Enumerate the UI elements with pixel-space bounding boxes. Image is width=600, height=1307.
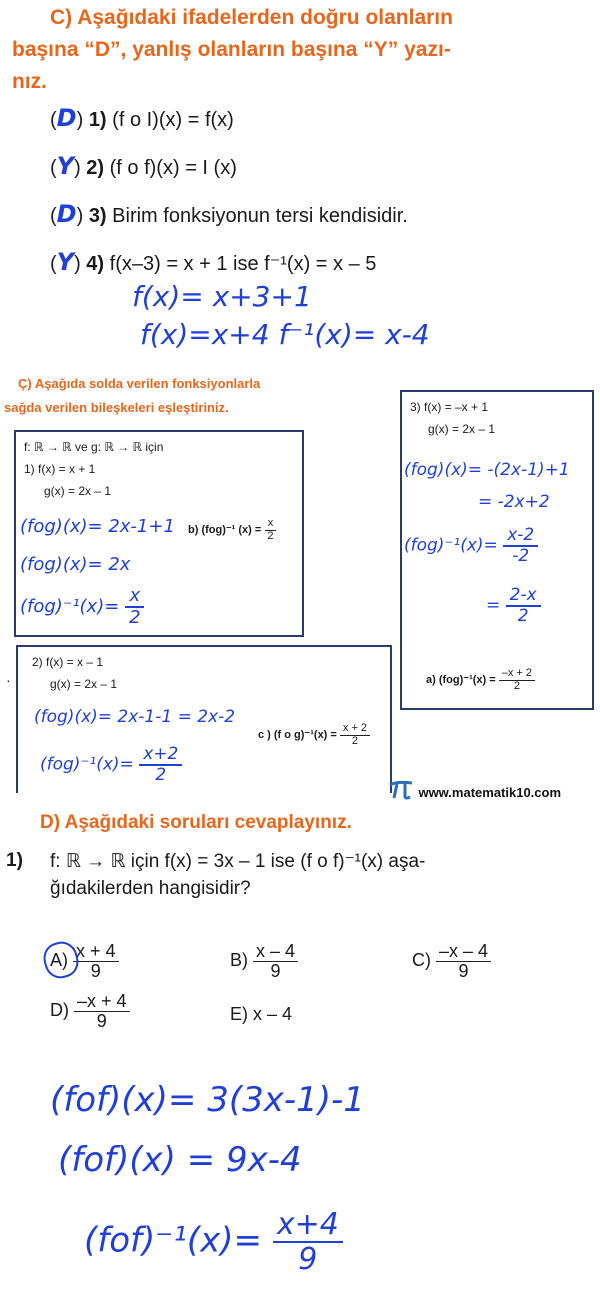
- box3-work3-num: x-2: [503, 526, 538, 547]
- option-a-label: [50, 950, 68, 970]
- match-b: [188, 518, 277, 542]
- match-b-den: 2: [267, 529, 274, 542]
- statement-4-number: 4): [86, 253, 105, 275]
- match-a-den: 2: [513, 679, 520, 692]
- box3-work3-den: -2: [512, 545, 530, 566]
- option-a-label-text: A): [50, 950, 68, 971]
- match-a: [426, 668, 535, 692]
- statement-3: (D) 3) Birim fonksiyonun tersi kendisidir.: [50, 200, 408, 228]
- handwritten-work-c-line1: f(x)= x+3+1: [132, 280, 312, 313]
- box3-work1: (fog)(x)= -(2x-1)+1: [404, 460, 570, 480]
- function-box-3: [400, 390, 594, 710]
- box1-f-def: 1) f(x) = x + 1: [24, 462, 96, 476]
- website-text: www.matematik10.com: [418, 785, 562, 800]
- stray-dot: ·: [6, 672, 11, 688]
- statement-2-number: 2): [86, 157, 105, 179]
- option-c[interactable]: [412, 942, 491, 981]
- question-1-line2: ğıdakilerden hangisidir?: [50, 878, 251, 899]
- option-d-fraction: [74, 992, 130, 1031]
- option-d[interactable]: [50, 992, 130, 1031]
- match-a-num: –x + 2: [499, 668, 535, 681]
- work-d-line3-den: 9: [298, 1242, 318, 1277]
- statement-3-text: Birim fonksiyonun tersi kendisidir.: [112, 205, 408, 227]
- answer-4: Y: [56, 248, 75, 276]
- box3-work4-num: 2-x: [506, 586, 541, 607]
- statement-4: (Y) 4) f(x–3) = x + 1 ise f⁻¹(x) = x – 5: [50, 248, 377, 276]
- section-c-heading-line2: başına “D”, yanlış olanların başına “Y” yazı-: [12, 38, 451, 61]
- section-cc-heading-line2: sağda verilen bileşkeleri eşleştiriniz.: [4, 400, 229, 415]
- option-a-fraction: [73, 942, 119, 981]
- option-a[interactable]: [50, 942, 119, 981]
- statement-1-text: (f o I)(x) = f(x): [112, 109, 234, 131]
- match-a-label: a) (fog)⁻¹(x) =: [426, 673, 496, 686]
- box2-work2-fraction: [139, 745, 182, 784]
- box3-work3: [404, 526, 538, 565]
- match-c-label: c ) (f o g)⁻¹(x) =: [258, 728, 337, 741]
- pi-logo-icon: [388, 780, 414, 805]
- option-d-num: –x + 4: [74, 992, 130, 1012]
- option-b-label: B): [230, 950, 248, 971]
- answer-1: D: [56, 104, 77, 132]
- match-b-label: b) (fog)⁻¹ (x) =: [188, 523, 262, 536]
- website-watermark: [388, 780, 561, 805]
- handwritten-work-d-line2: (fof)(x) = 9x-4: [58, 1140, 302, 1180]
- box3-work3-fraction: [503, 526, 538, 565]
- statement-4-text: f(x–3) = x + 1 ise f⁻¹(x) = x – 5: [109, 253, 377, 275]
- box1-work3: [20, 586, 145, 628]
- box1-work2: (fog)(x)= 2x: [20, 554, 131, 575]
- box1-work3-prefix: (fog)⁻¹(x)=: [20, 595, 120, 617]
- statement-3-number: 3): [88, 205, 107, 227]
- box2-f-def: 2) f(x) = x – 1: [32, 655, 104, 669]
- box1-g-def: g(x) = 2x – 1: [44, 484, 112, 498]
- box2-work2-prefix: (fog)⁻¹(x)=: [40, 754, 134, 775]
- statement-2-text: (f o f)(x) = I (x): [109, 157, 237, 179]
- box1-work3-den: 2: [129, 606, 141, 628]
- option-c-num: –x – 4: [436, 942, 491, 962]
- handwritten-work-c-line2: f(x)=x+4 f⁻¹(x)= x-4: [140, 318, 430, 351]
- box2-work2-den: 2: [155, 764, 167, 785]
- option-e[interactable]: [230, 1004, 292, 1025]
- answer-3: D: [56, 200, 77, 228]
- answer-2: Y: [56, 152, 75, 180]
- section-c-heading-line1: C) Aşağıdaki ifadelerden doğru olanların: [50, 6, 453, 29]
- question-1-number: 1): [6, 850, 23, 871]
- option-b[interactable]: [230, 942, 298, 981]
- match-a-fraction: [499, 668, 535, 692]
- option-c-fraction: [436, 942, 491, 981]
- option-c-label: C): [412, 950, 431, 971]
- box2-work2: [40, 745, 182, 784]
- match-c-fraction: [340, 723, 370, 747]
- box3-work4-den: 2: [517, 605, 529, 626]
- match-c: [258, 723, 370, 747]
- function-box-2: [16, 645, 392, 793]
- handwritten-work-d-line1: (fof)(x)= 3(3x-1)-1: [50, 1080, 365, 1120]
- option-b-num: x – 4: [253, 942, 298, 962]
- work-d-line3-prefix: (fof)⁻¹(x)=: [84, 1220, 262, 1261]
- handwritten-work-d-line3: [84, 1208, 343, 1276]
- option-d-label: D): [50, 1000, 69, 1021]
- box2-work1: (fog)(x)= 2x-1-1 = 2x-2: [34, 707, 236, 727]
- option-a-den: 9: [90, 960, 101, 981]
- box3-work4-prefix: =: [486, 595, 501, 616]
- box2-g-def: g(x) = 2x – 1: [50, 677, 118, 691]
- section-c-heading-line3: nız.: [12, 70, 47, 93]
- box3-f-def: 3) f(x) = –x + 1: [410, 400, 489, 414]
- work-d-line3-fraction: [273, 1208, 343, 1276]
- option-c-den: 9: [458, 960, 469, 981]
- option-a-num: x + 4: [73, 942, 119, 962]
- section-cc-heading-line1: Ç) Aşağıda solda verilen fonksiyonlarla: [18, 376, 261, 391]
- option-e-label: E): [230, 1004, 248, 1024]
- statement-2: (Y) 2) (f o f)(x) = I (x): [50, 152, 237, 180]
- box1-work1: (fog)(x)= 2x-1+1: [20, 516, 175, 537]
- box1-intro: f: ℝ → ℝ ve g: ℝ → ℝ için: [24, 440, 164, 454]
- box3-work3-prefix: (fog)⁻¹(x)=: [404, 535, 498, 556]
- match-b-num: x: [265, 518, 277, 531]
- question-1-line1: f: ℝ → ℝ için f(x) = 3x – 1 ise (f o f)⁻¹(x) aşa-: [50, 851, 426, 872]
- option-b-den: 9: [270, 960, 281, 981]
- box1-work3-num: x: [125, 586, 144, 608]
- statement-1-number: 1): [88, 109, 107, 131]
- option-e-text: x – 4: [253, 1004, 293, 1024]
- statement-1: (D) 1) (f o I)(x) = f(x): [50, 104, 234, 132]
- match-c-num: x + 2: [340, 723, 370, 736]
- work-d-line3-num: x+4: [273, 1208, 343, 1243]
- box3-work4: [486, 586, 541, 625]
- option-b-fraction: [253, 942, 298, 981]
- function-box-1: [14, 430, 304, 637]
- box3-g-def: g(x) = 2x – 1: [428, 422, 496, 436]
- section-d-heading: D) Aşağıdaki soruları cevaplayınız.: [40, 812, 352, 833]
- box3-work4-fraction: [506, 586, 541, 625]
- option-d-den: 9: [96, 1010, 107, 1031]
- box3-work2: = -2x+2: [478, 492, 550, 512]
- match-b-fraction: [264, 518, 276, 542]
- box2-work2-num: x+2: [139, 745, 182, 766]
- box1-work3-fraction: [125, 586, 144, 628]
- match-c-den: 2: [351, 734, 359, 747]
